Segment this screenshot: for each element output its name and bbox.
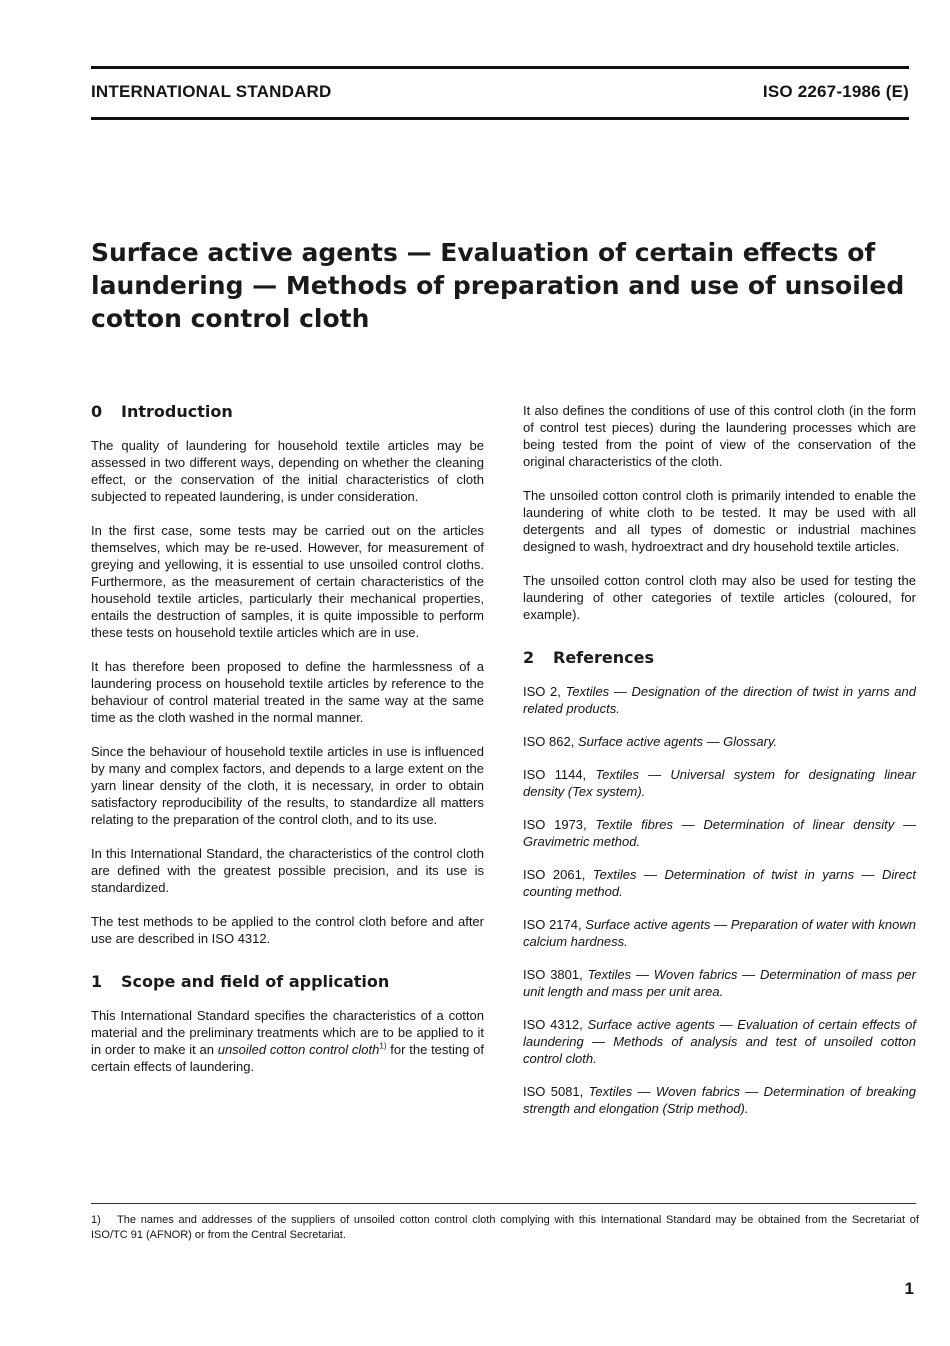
- footnote-rule: [91, 1203, 916, 1204]
- reference-code: ISO 862,: [523, 734, 575, 749]
- reference-item: [523, 766, 916, 800]
- references-title: References: [553, 648, 654, 667]
- footnote-reference[interactable]: 1): [379, 1041, 387, 1051]
- reference-code: ISO 5081,: [523, 1084, 584, 1099]
- scope-paragraph-4: The unsoiled cotton control cloth may also be used for testing the laundering of other categories of textile articles (coloured, for example).: [523, 573, 916, 622]
- intro-paragraph-4: Since the behaviour of household textile articles in use is influenced by many and complex factors, and depends to a large extent on the yarn linear density of the cloth, it is necessary, in order to obtain satisfactory reproducibility of the results, to standardize all matters relating to the preparation of the control cloth, and to its use.: [91, 744, 484, 827]
- footnote-mark: 1): [91, 1214, 101, 1226]
- scope-title: Scope and field of application: [121, 972, 390, 991]
- reference-code: ISO 2174,: [523, 917, 582, 932]
- scope-text-after: for the testing of certain effects of laundering.: [91, 1042, 484, 1074]
- reference-item: [523, 733, 916, 750]
- reference-item: [523, 1083, 916, 1117]
- reference-item: [523, 916, 916, 950]
- reference-title[interactable]: Textiles — Woven fabrics — Determination of mass per unit length and mass per unit area.: [523, 967, 916, 999]
- reference-title[interactable]: Surface active agents — Glossary.: [577, 734, 778, 749]
- intro-paragraph-3: It has therefore been proposed to define the harmlessness of a laundering process on household textile articles by reference to the behaviour of control material treated in the same way at the same time as the cloth washed in the normal manner.: [91, 659, 484, 725]
- header-bottom-rule: [91, 117, 909, 120]
- intro-paragraph-1: The quality of laundering for household textile articles may be assessed in two different ways, depending on whether the cleaning effect, or the conservation of the initial characteristics of cloth subjected to repeated laundering, is under consideration.: [91, 438, 484, 504]
- introduction-heading: [91, 402, 484, 422]
- standard-number: ISO 2267-1986 (E): [762, 82, 909, 101]
- document-title: Surface active agents — Evaluation of certain effects of laundering — Methods of preparation and use of unsoiled cotton control cloth: [91, 238, 905, 333]
- reference-code: ISO 1144,: [523, 767, 587, 782]
- references-number: 2: [523, 648, 535, 667]
- reference-item: [523, 1016, 916, 1067]
- right-column: [523, 402, 916, 1133]
- intro-paragraph-5: In this International Standard, the characteristics of the control cloth are defined with the greatest possible precision, and its use is standardized.: [91, 846, 484, 895]
- scope-heading: [91, 972, 484, 992]
- introduction-number: 0: [91, 402, 103, 421]
- reference-title[interactable]: Textiles — Determination of twist in yarns — Direct counting method.: [523, 867, 916, 899]
- reference-item: [523, 683, 916, 717]
- reference-title[interactable]: Textile fibres — Determination of linear density — Gravimetric method.: [523, 817, 916, 849]
- footnote: [91, 1213, 919, 1243]
- scope-text-before: This International Standard specifies the characteristics of a cotton material and the preliminary treatments which are to be applied to it in order to make it an: [91, 1008, 484, 1057]
- references-heading: [523, 648, 916, 668]
- footnote-text: The names and addresses of the suppliers of unsoiled cotton control cloth complying with this International Standard may be obtained from the Secretariat of ISO/TC 91 (AFNOR) or from the Central Secretariat.: [91, 1214, 919, 1241]
- reference-item: [523, 966, 916, 1000]
- reference-title[interactable]: Textiles — Universal system for designating linear density (Tex system).: [523, 767, 916, 799]
- header-top-rule: [91, 66, 909, 69]
- document-type-label: INTERNATIONAL STANDARD: [91, 82, 332, 101]
- reference-code: ISO 4312,: [523, 1017, 583, 1032]
- reference-item: [523, 816, 916, 850]
- reference-title[interactable]: Surface active agents — Evaluation of certain effects of laundering — Methods of analysis and test of unsoiled cotton control cloth.: [523, 1017, 916, 1066]
- scope-number: 1: [91, 972, 103, 991]
- reference-title[interactable]: Textiles — Woven fabrics — Determination of breaking strength and elongation (Strip method).: [523, 1084, 916, 1116]
- scope-paragraph-1: [91, 1007, 484, 1075]
- intro-paragraph-6: The test methods to be applied to the control cloth before and after use are described in ISO 4312.: [91, 914, 484, 946]
- reference-list: [523, 683, 916, 1117]
- reference-title[interactable]: Textiles — Designation of the direction of twist in yarns and related products.: [523, 684, 916, 716]
- left-column: [91, 402, 484, 1092]
- reference-code: ISO 1973,: [523, 817, 587, 832]
- reference-item: [523, 866, 916, 900]
- reference-code: ISO 3801,: [523, 967, 583, 982]
- intro-paragraph-2: In the first case, some tests may be carried out on the articles themselves, which may be re-used. However, for measurement of greying and yellowing, it is essential to use unsoiled control cloths. Furthermore, as the measurement of certain characteristics of the household textile articles, particularly their mechanical properties, entails the destruction of samples, it is quite impossible to perform these tests on household textile articles which are in use.: [91, 523, 484, 640]
- reference-code: ISO 2061,: [523, 867, 586, 882]
- scope-term: unsoiled cotton control cloth: [217, 1042, 380, 1057]
- reference-code: ISO 2,: [523, 684, 561, 699]
- page-number: 1: [904, 1279, 914, 1298]
- introduction-title: Introduction: [121, 402, 233, 421]
- reference-title[interactable]: Surface active agents — Preparation of water with known calcium hardness.: [523, 917, 916, 949]
- scope-paragraph-3: The unsoiled cotton control cloth is primarily intended to enable the laundering of white cloth to be tested. It may be used with all detergents and all types of domestic or industrial machines designed to wash, hydroextract and dry household textile articles.: [523, 488, 916, 554]
- scope-paragraph-2: It also defines the conditions of use of this control cloth (in the form of control test pieces) during the laundering processes which are being tested from the point of view of the conservation of the original characteristics of the cloth.: [523, 403, 916, 469]
